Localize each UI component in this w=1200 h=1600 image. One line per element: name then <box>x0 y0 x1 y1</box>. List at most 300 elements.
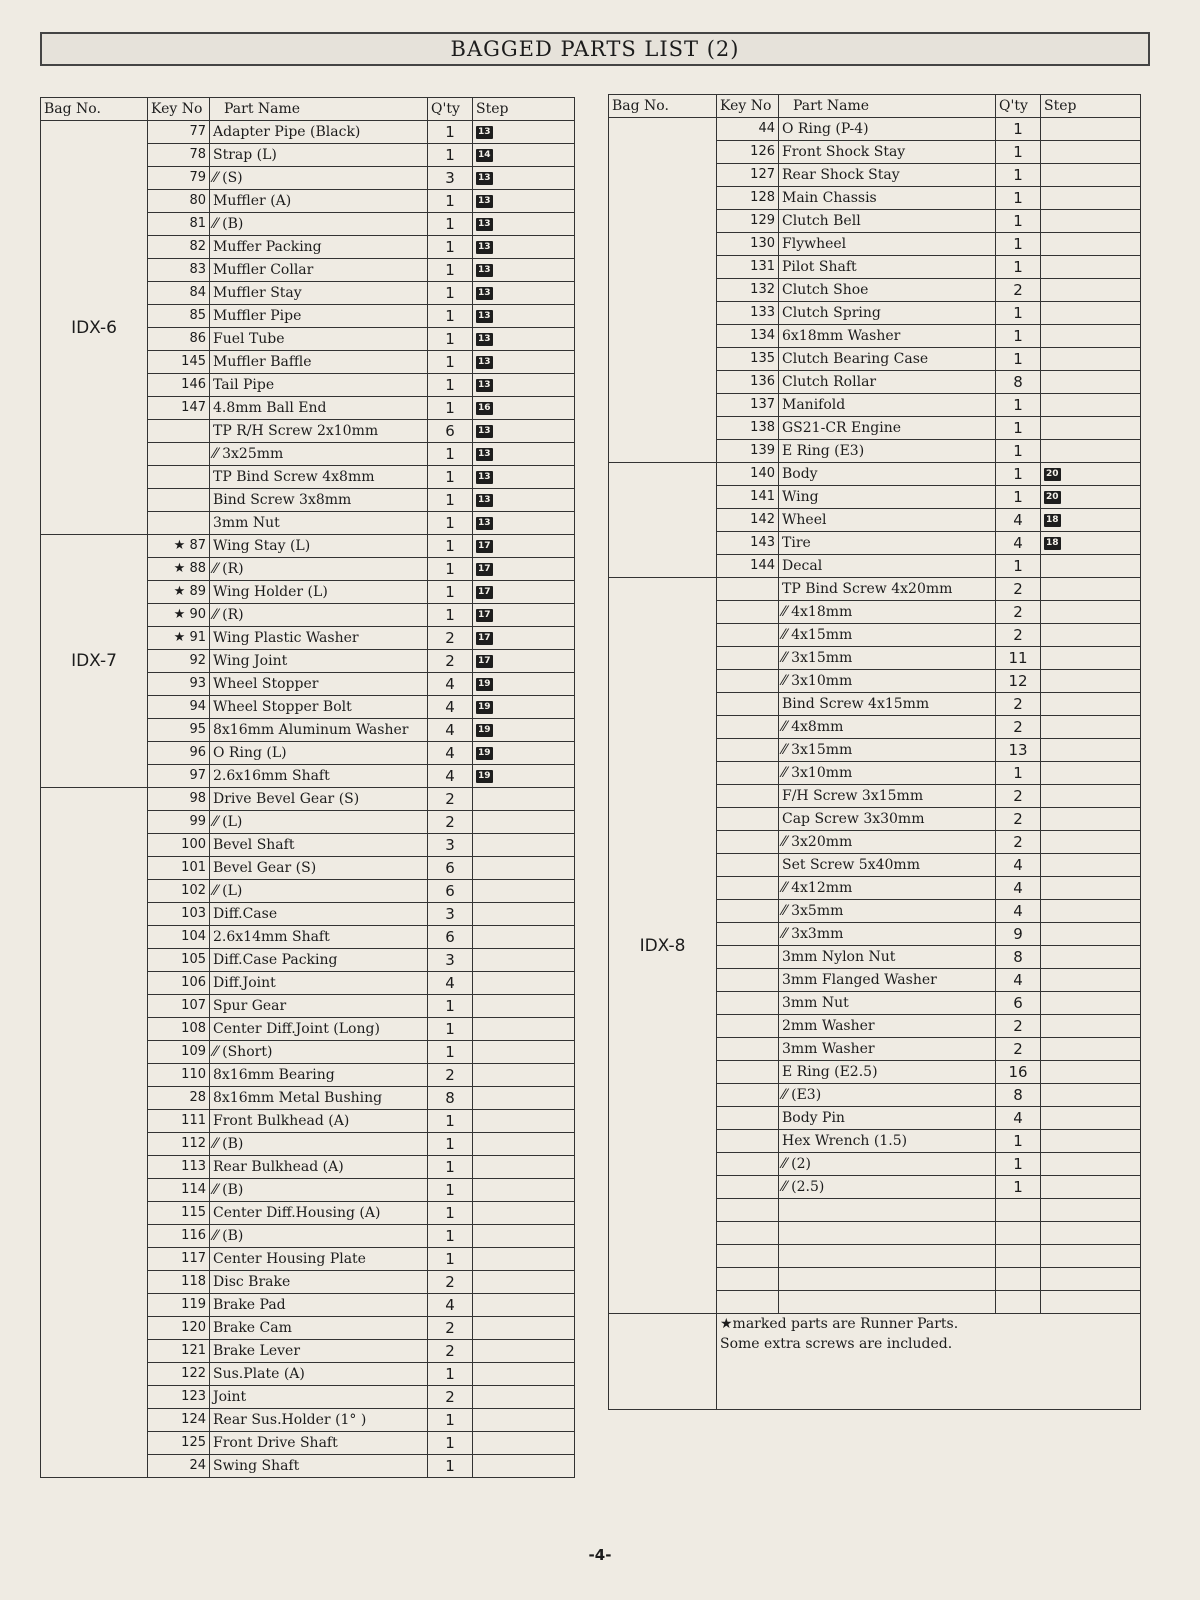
key-no-cell: 125 <box>148 1432 210 1455</box>
qty-cell: 8 <box>996 946 1041 969</box>
key-no-cell: 44 <box>717 118 779 141</box>
key-no-cell: ★ 90 <box>148 604 210 627</box>
qty-cell: 1 <box>428 1432 473 1455</box>
part-name-cell: Fuel Tube <box>210 328 428 351</box>
step-cell <box>1041 1153 1141 1176</box>
qty-cell: 1 <box>428 995 473 1018</box>
key-no-cell: 101 <box>148 857 210 880</box>
part-name-cell: Drive Bevel Gear (S) <box>210 788 428 811</box>
step-cell <box>1041 555 1141 578</box>
key-no-cell <box>717 854 779 877</box>
key-no-cell <box>717 1061 779 1084</box>
step-cell <box>1041 877 1141 900</box>
qty-cell: 1 <box>428 282 473 305</box>
part-name-cell: Bevel Shaft <box>210 834 428 857</box>
qty-cell: 1 <box>996 348 1041 371</box>
part-name-cell: TP Bind Screw 4x20mm <box>779 578 996 601</box>
qty-cell: 2 <box>428 1317 473 1340</box>
step-cell <box>473 1179 575 1202</box>
step-cell <box>473 1455 575 1478</box>
key-no-cell: 117 <box>148 1248 210 1271</box>
key-no-cell: 142 <box>717 509 779 532</box>
part-name-cell: ⁄⁄ 4x12mm <box>779 877 996 900</box>
part-name-cell: Front Bulkhead (A) <box>210 1110 428 1133</box>
step-cell <box>473 1041 575 1064</box>
qty-cell: 8 <box>428 1087 473 1110</box>
part-name-cell: Wheel Stopper Bolt <box>210 696 428 719</box>
step-cell <box>473 1202 575 1225</box>
qty-cell: 1 <box>428 512 473 535</box>
step-badge: 13 <box>478 218 491 229</box>
step-cell <box>473 558 575 581</box>
qty-cell: 1 <box>428 374 473 397</box>
part-name-cell: Set Screw 5x40mm <box>779 854 996 877</box>
key-no-cell: 105 <box>148 949 210 972</box>
key-no-cell: 97 <box>148 765 210 788</box>
part-name-cell: Clutch Spring <box>779 302 996 325</box>
step-cell <box>473 144 575 167</box>
part-name-cell: Diff.Case <box>210 903 428 926</box>
key-no-cell: 144 <box>717 555 779 578</box>
step-cell <box>473 1225 575 1248</box>
part-name-cell: Sus.Plate (A) <box>210 1363 428 1386</box>
qty-cell: 1 <box>996 1153 1041 1176</box>
key-no-cell: 120 <box>148 1317 210 1340</box>
step-cell <box>1041 831 1141 854</box>
qty-cell: 1 <box>428 1363 473 1386</box>
qty-cell: 2 <box>428 788 473 811</box>
step-cell <box>473 443 575 466</box>
note-line: ★marked parts are Runner Parts. <box>720 1316 959 1332</box>
step-cell <box>1041 785 1141 808</box>
key-no-cell <box>717 1199 779 1222</box>
qty-cell: 4 <box>428 719 473 742</box>
page-number: -4- <box>588 1546 612 1564</box>
step-cell <box>1041 808 1141 831</box>
key-no-cell: 112 <box>148 1133 210 1156</box>
step-badge: 17 <box>478 586 491 597</box>
step-badge: 18 <box>1046 514 1059 525</box>
qty-cell: 1 <box>428 144 473 167</box>
step-cell <box>473 1386 575 1409</box>
part-name-cell: ⁄⁄ (2.5) <box>779 1176 996 1199</box>
step-cell <box>1041 716 1141 739</box>
table-header-row <box>41 98 575 121</box>
key-no-cell <box>717 716 779 739</box>
qty-cell: 4 <box>996 1107 1041 1130</box>
key-no-cell: 133 <box>717 302 779 325</box>
key-no-cell <box>717 1084 779 1107</box>
key-no-cell: 92 <box>148 650 210 673</box>
key-no-cell: 143 <box>717 532 779 555</box>
step-cell <box>1041 900 1141 923</box>
qty-cell: 4 <box>428 696 473 719</box>
part-name-cell: ⁄⁄ 3x3mm <box>779 923 996 946</box>
qty-cell: 2 <box>996 1038 1041 1061</box>
step-badge: 20 <box>1046 491 1059 502</box>
key-no-cell <box>148 512 210 535</box>
qty-cell: 2 <box>996 624 1041 647</box>
step-badge: 17 <box>478 609 491 620</box>
step-cell <box>473 972 575 995</box>
qty-cell: 1 <box>428 259 473 282</box>
key-no-cell <box>717 1130 779 1153</box>
key-no-cell: 140 <box>717 463 779 486</box>
qty-cell: 2 <box>996 1015 1041 1038</box>
qty-cell: 3 <box>428 949 473 972</box>
header-part-name: Part Name <box>210 98 428 121</box>
step-badge: 13 <box>478 356 491 367</box>
step-badge: 13 <box>478 195 491 206</box>
step-badge: 14 <box>478 149 491 160</box>
header-step: Step <box>1041 95 1141 118</box>
qty-cell: 8 <box>996 371 1041 394</box>
qty-cell: 1 <box>428 1018 473 1041</box>
qty-cell: 1 <box>996 164 1041 187</box>
qty-cell: 4 <box>428 742 473 765</box>
key-no-cell: 137 <box>717 394 779 417</box>
part-name-cell: 3mm Nut <box>210 512 428 535</box>
part-name-cell: E Ring (E3) <box>779 440 996 463</box>
qty-cell: 2 <box>428 1386 473 1409</box>
step-cell <box>473 1363 575 1386</box>
step-cell <box>473 903 575 926</box>
key-no-cell: 78 <box>148 144 210 167</box>
key-no-cell: 110 <box>148 1064 210 1087</box>
qty-cell: 1 <box>428 1202 473 1225</box>
step-badge: 17 <box>478 632 491 643</box>
part-name-cell: ⁄⁄ (R) <box>210 604 428 627</box>
step-badge: 13 <box>478 517 491 528</box>
part-name-cell: ⁄⁄ 3x20mm <box>779 831 996 854</box>
step-badge: 13 <box>478 379 491 390</box>
part-name-cell: Swing Shaft <box>210 1455 428 1478</box>
step-cell <box>473 1064 575 1087</box>
step-badge: 18 <box>1046 537 1059 548</box>
notes-row <box>609 1314 1141 1410</box>
step-cell <box>473 1294 575 1317</box>
qty-cell: 4 <box>996 854 1041 877</box>
part-name-cell: 2mm Washer <box>779 1015 996 1038</box>
step-cell <box>1041 1130 1141 1153</box>
header-qty: Q'ty <box>996 95 1041 118</box>
key-no-cell: 130 <box>717 233 779 256</box>
bag-number-cell: IDX-6 <box>41 121 148 535</box>
part-name-cell: ⁄⁄ 3x5mm <box>779 900 996 923</box>
qty-cell: 4 <box>996 509 1041 532</box>
part-name-cell: Center Diff.Joint (Long) <box>210 1018 428 1041</box>
qty-cell: 2 <box>996 716 1041 739</box>
step-cell <box>1041 187 1141 210</box>
qty-cell: 6 <box>996 992 1041 1015</box>
part-name-cell: Wing Plastic Washer <box>210 627 428 650</box>
qty-cell: 1 <box>428 1409 473 1432</box>
key-no-cell: ★ 88 <box>148 558 210 581</box>
part-name-cell: ⁄⁄ (E3) <box>779 1084 996 1107</box>
step-cell <box>1041 1015 1141 1038</box>
step-badge: 13 <box>478 287 491 298</box>
part-name-cell: Tire <box>779 532 996 555</box>
qty-cell: 1 <box>428 1248 473 1271</box>
qty-cell: 2 <box>996 693 1041 716</box>
part-name-cell: ⁄⁄ (R) <box>210 558 428 581</box>
step-cell <box>1041 210 1141 233</box>
qty-cell: 1 <box>996 141 1041 164</box>
key-no-cell <box>717 670 779 693</box>
key-no-cell: 24 <box>148 1455 210 1478</box>
qty-cell: 1 <box>996 302 1041 325</box>
step-cell <box>473 1110 575 1133</box>
qty-cell: 1 <box>996 555 1041 578</box>
part-name-cell <box>779 1222 996 1245</box>
key-no-cell: 94 <box>148 696 210 719</box>
key-no-cell: 106 <box>148 972 210 995</box>
part-name-cell: Front Drive Shaft <box>210 1432 428 1455</box>
key-no-cell: 127 <box>717 164 779 187</box>
step-cell <box>473 420 575 443</box>
key-no-cell: 145 <box>148 351 210 374</box>
key-no-cell: 81 <box>148 213 210 236</box>
part-name-cell: Body <box>779 463 996 486</box>
key-no-cell: 114 <box>148 1179 210 1202</box>
qty-cell <box>996 1268 1041 1291</box>
key-no-cell: 141 <box>717 486 779 509</box>
qty-cell: 12 <box>996 670 1041 693</box>
header-bag-no: Bag No. <box>609 95 717 118</box>
step-cell <box>1041 1176 1141 1199</box>
key-no-cell: 85 <box>148 305 210 328</box>
step-badge: 13 <box>478 494 491 505</box>
qty-cell: 1 <box>428 604 473 627</box>
part-name-cell: Clutch Bearing Case <box>779 348 996 371</box>
key-no-cell: 77 <box>148 121 210 144</box>
key-no-cell: ★ 87 <box>148 535 210 558</box>
part-name-cell: Muffler (A) <box>210 190 428 213</box>
qty-cell: 1 <box>428 443 473 466</box>
qty-cell: 16 <box>996 1061 1041 1084</box>
part-name-cell: E Ring (E2.5) <box>779 1061 996 1084</box>
step-cell <box>1041 164 1141 187</box>
qty-cell: 1 <box>428 328 473 351</box>
part-name-cell: Clutch Shoe <box>779 279 996 302</box>
part-name-cell: ⁄⁄ 4x15mm <box>779 624 996 647</box>
step-badge: 17 <box>478 655 491 666</box>
step-cell <box>1041 601 1141 624</box>
step-badge: 17 <box>478 563 491 574</box>
part-name-cell: Front Shock Stay <box>779 141 996 164</box>
step-badge: 13 <box>478 264 491 275</box>
qty-cell: 2 <box>428 627 473 650</box>
step-cell <box>473 742 575 765</box>
qty-cell <box>996 1291 1041 1314</box>
step-cell <box>473 328 575 351</box>
key-no-cell: 131 <box>717 256 779 279</box>
bag-number-cell <box>609 463 717 578</box>
qty-cell: 11 <box>996 647 1041 670</box>
step-cell <box>473 581 575 604</box>
part-name-cell: Cap Screw 3x30mm <box>779 808 996 831</box>
key-no-cell: 96 <box>148 742 210 765</box>
step-cell <box>473 190 575 213</box>
bag-number-cell: IDX-8 <box>609 578 717 1314</box>
key-no-cell <box>717 992 779 1015</box>
step-cell <box>1041 348 1141 371</box>
qty-cell: 1 <box>428 558 473 581</box>
step-cell <box>473 259 575 282</box>
step-cell <box>1041 969 1141 992</box>
qty-cell: 4 <box>428 765 473 788</box>
part-name-cell: 8x16mm Bearing <box>210 1064 428 1087</box>
key-no-cell: 118 <box>148 1271 210 1294</box>
header-bag-no: Bag No. <box>41 98 148 121</box>
part-name-cell: ⁄⁄ (B) <box>210 1133 428 1156</box>
qty-cell: 1 <box>996 256 1041 279</box>
qty-cell: 1 <box>428 1179 473 1202</box>
part-name-cell: Brake Cam <box>210 1317 428 1340</box>
step-cell <box>473 1340 575 1363</box>
qty-cell: 1 <box>996 394 1041 417</box>
part-name-cell: Center Diff.Housing (A) <box>210 1202 428 1225</box>
qty-cell: 1 <box>428 1455 473 1478</box>
step-badge: 13 <box>478 425 491 436</box>
part-name-cell: Muffler Baffle <box>210 351 428 374</box>
step-cell <box>473 834 575 857</box>
qty-cell: 1 <box>428 236 473 259</box>
qty-cell: 1 <box>996 233 1041 256</box>
part-name-cell: Muffer Packing <box>210 236 428 259</box>
key-no-cell: 126 <box>717 141 779 164</box>
qty-cell: 2 <box>996 831 1041 854</box>
qty-cell: 1 <box>428 397 473 420</box>
qty-cell: 3 <box>428 834 473 857</box>
step-cell <box>1041 118 1141 141</box>
key-no-cell: ★ 89 <box>148 581 210 604</box>
qty-cell: 9 <box>996 923 1041 946</box>
part-name-cell: Tail Pipe <box>210 374 428 397</box>
qty-cell: 4 <box>428 673 473 696</box>
step-cell <box>1041 371 1141 394</box>
part-name-cell: ⁄⁄ (B) <box>210 1179 428 1202</box>
step-badge: 13 <box>478 471 491 482</box>
table-row <box>609 118 1141 141</box>
header-step: Step <box>473 98 575 121</box>
qty-cell: 1 <box>996 187 1041 210</box>
step-cell <box>1041 624 1141 647</box>
part-name-cell: 6x18mm Washer <box>779 325 996 348</box>
part-name-cell: Wing Stay (L) <box>210 535 428 558</box>
part-name-cell: ⁄⁄ (L) <box>210 880 428 903</box>
step-cell <box>1041 486 1141 509</box>
qty-cell: 1 <box>996 762 1041 785</box>
key-no-cell <box>717 1176 779 1199</box>
step-cell <box>1041 1268 1141 1291</box>
qty-cell: 1 <box>996 118 1041 141</box>
part-name-cell: Center Housing Plate <box>210 1248 428 1271</box>
table-row <box>41 121 575 144</box>
step-cell <box>1041 1291 1141 1314</box>
part-name-cell: Brake Pad <box>210 1294 428 1317</box>
part-name-cell: 2.6x14mm Shaft <box>210 926 428 949</box>
qty-cell: 2 <box>996 808 1041 831</box>
step-cell <box>473 719 575 742</box>
key-no-cell: 80 <box>148 190 210 213</box>
step-cell <box>473 213 575 236</box>
part-name-cell: 2.6x16mm Shaft <box>210 765 428 788</box>
qty-cell: 2 <box>996 279 1041 302</box>
step-cell <box>473 1133 575 1156</box>
step-cell <box>473 650 575 673</box>
parts-table-right <box>608 94 1141 1410</box>
key-no-cell <box>717 900 779 923</box>
part-name-cell: Flywheel <box>779 233 996 256</box>
step-badge: 13 <box>478 333 491 344</box>
part-name-cell: ⁄⁄ (B) <box>210 1225 428 1248</box>
key-no-cell <box>717 808 779 831</box>
part-name-cell: Rear Bulkhead (A) <box>210 1156 428 1179</box>
qty-cell: 4 <box>996 969 1041 992</box>
key-no-cell <box>148 420 210 443</box>
part-name-cell: O Ring (P-4) <box>779 118 996 141</box>
step-badge: 20 <box>1046 468 1059 479</box>
part-name-cell: ⁄⁄ (2) <box>779 1153 996 1176</box>
qty-cell: 2 <box>996 601 1041 624</box>
step-cell <box>473 282 575 305</box>
key-no-cell: 129 <box>717 210 779 233</box>
part-name-cell: Wheel <box>779 509 996 532</box>
step-cell <box>1041 1222 1141 1245</box>
key-no-cell: 82 <box>148 236 210 259</box>
key-no-cell <box>717 923 779 946</box>
part-name-cell: Decal <box>779 555 996 578</box>
part-name-cell: Manifold <box>779 394 996 417</box>
part-name-cell: Bevel Gear (S) <box>210 857 428 880</box>
qty-cell: 1 <box>428 1133 473 1156</box>
key-no-cell: 135 <box>717 348 779 371</box>
step-cell <box>1041 233 1141 256</box>
key-no-cell <box>717 739 779 762</box>
step-cell <box>1041 256 1141 279</box>
parts-table-left <box>40 97 575 1478</box>
part-name-cell: F/H Screw 3x15mm <box>779 785 996 808</box>
qty-cell: 4 <box>996 900 1041 923</box>
step-cell <box>473 374 575 397</box>
key-no-cell <box>148 489 210 512</box>
key-no-cell: 147 <box>148 397 210 420</box>
qty-cell: 1 <box>428 1225 473 1248</box>
table-header-row <box>609 95 1141 118</box>
step-cell <box>473 1432 575 1455</box>
key-no-cell: 123 <box>148 1386 210 1409</box>
step-cell <box>473 604 575 627</box>
key-no-cell: 100 <box>148 834 210 857</box>
part-name-cell: 3mm Washer <box>779 1038 996 1061</box>
key-no-cell <box>717 578 779 601</box>
step-cell <box>473 489 575 512</box>
step-cell <box>1041 440 1141 463</box>
qty-cell: 2 <box>428 811 473 834</box>
qty-cell: 2 <box>996 578 1041 601</box>
step-badge: 19 <box>478 701 491 712</box>
key-no-cell: 132 <box>717 279 779 302</box>
step-cell <box>1041 509 1141 532</box>
key-no-cell: 79 <box>148 167 210 190</box>
step-cell <box>1041 279 1141 302</box>
part-name-cell: Wing <box>779 486 996 509</box>
notes-cell <box>717 1314 1141 1410</box>
step-cell <box>473 397 575 420</box>
part-name-cell: GS21-CR Engine <box>779 417 996 440</box>
key-no-cell <box>717 647 779 670</box>
